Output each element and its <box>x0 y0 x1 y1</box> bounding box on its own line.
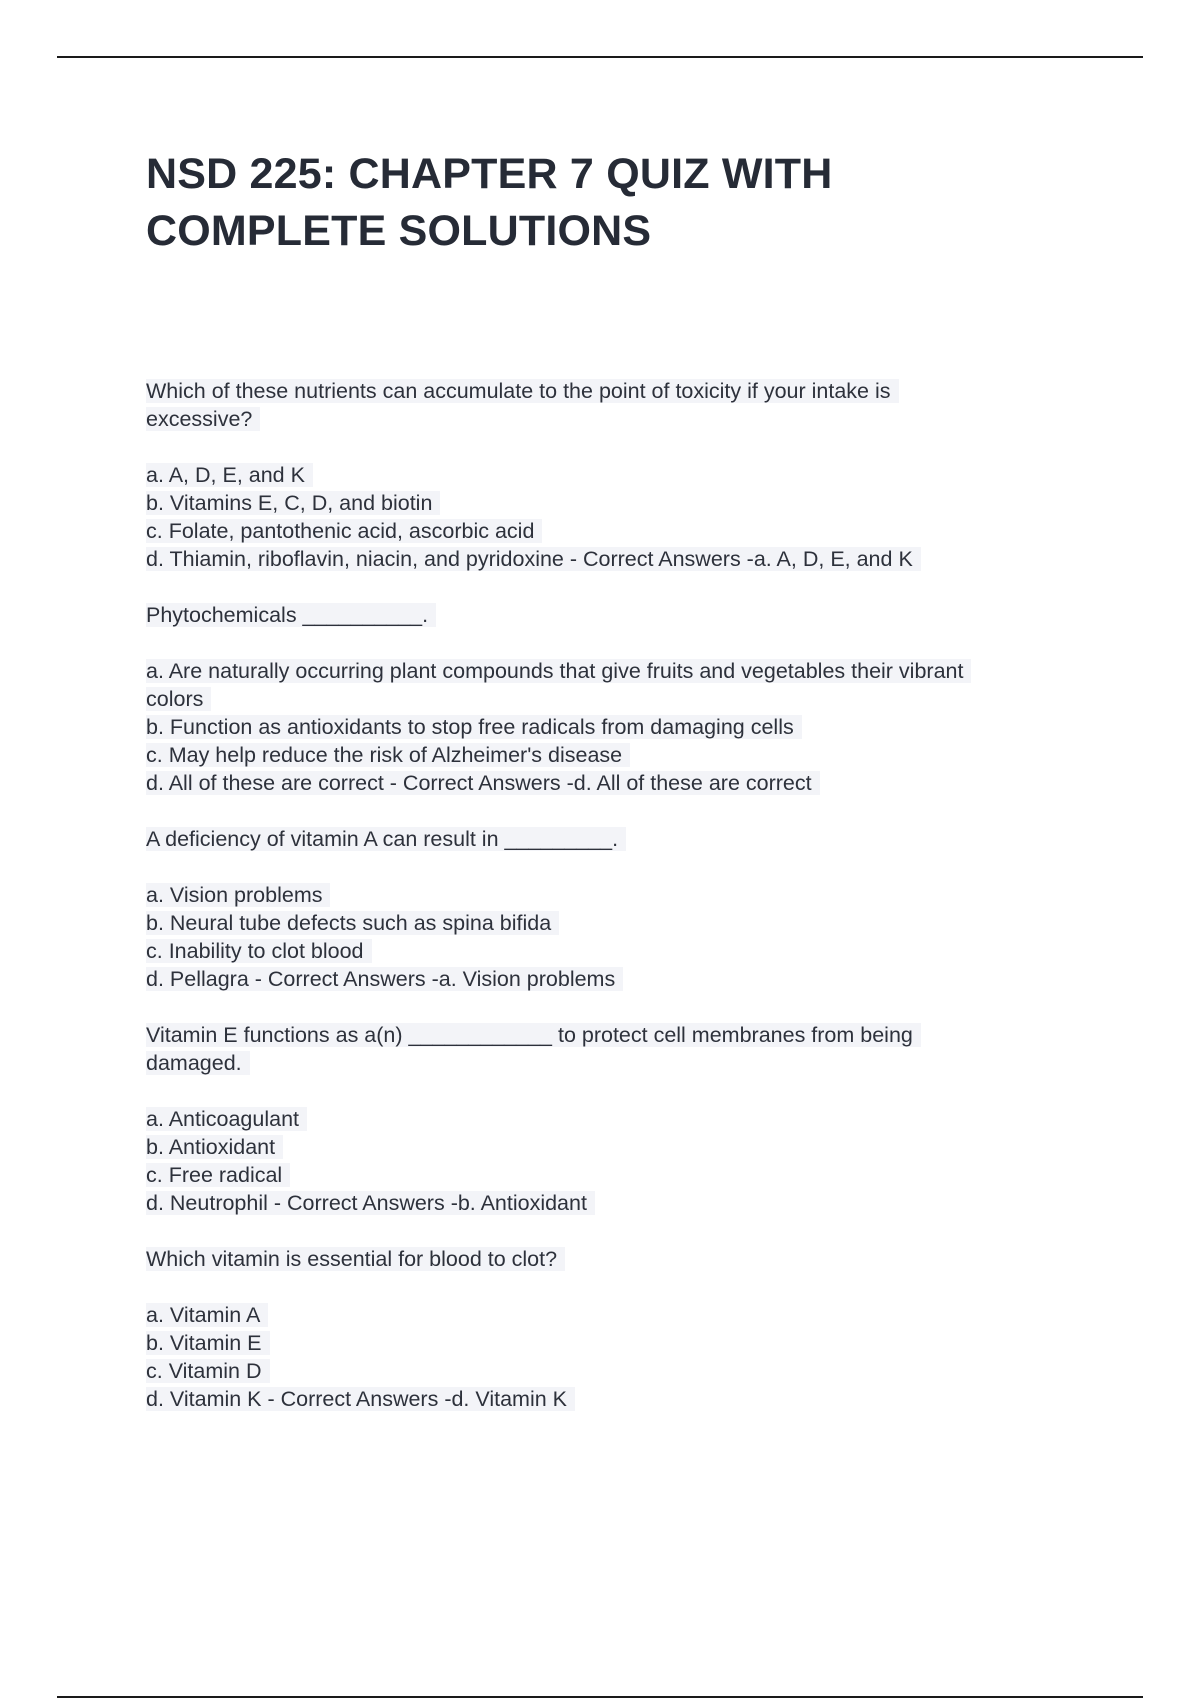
answer-options <box>146 657 1096 797</box>
title-line-1: NSD 225: CHAPTER 7 QUIZ WITH <box>146 150 833 198</box>
question-line: A deficiency of vitamin A can result in _________. <box>146 827 626 851</box>
title-line-2: COMPLETE SOLUTIONS <box>146 207 652 255</box>
answer-option: c. Vitamin D <box>146 1359 270 1383</box>
question-line: Which vitamin is essential for blood to clot? <box>146 1247 565 1271</box>
answer-option-continuation: colors <box>146 687 211 711</box>
answer-option: c. Inability to clot blood <box>146 939 372 963</box>
answer-option: b. Vitamin E <box>146 1331 270 1355</box>
answer-option: b. Neural tube defects such as spina bifida <box>146 911 559 935</box>
answer-option: c. May help reduce the risk of Alzheimer's disease <box>146 743 630 767</box>
answer-option: a. Vision problems <box>146 883 330 907</box>
footer-rule <box>57 1696 1143 1698</box>
answer-option-with-correct-answer: d. Pellagra - Correct Answers -a. Vision problems <box>146 967 623 991</box>
answer-option-with-correct-answer: d. All of these are correct - Correct Answers -d. All of these are correct <box>146 771 820 795</box>
question-line: Which of these nutrients can accumulate to the point of toxicity if your intake is <box>146 379 899 403</box>
answer-option-with-correct-answer: d. Neutrophil - Correct Answers -b. Antioxidant <box>146 1191 595 1215</box>
answer-option: c. Folate, pantothenic acid, ascorbic acid <box>146 519 542 543</box>
question-text <box>146 825 1096 853</box>
answer-option: b. Antioxidant <box>146 1135 283 1159</box>
answer-option-with-correct-answer: d. Vitamin K - Correct Answers -d. Vitamin K <box>146 1387 575 1411</box>
question-block-1 <box>146 377 1096 573</box>
answer-option: a. Are naturally occurring plant compounds that give fruits and vegetables their vibrant <box>146 659 971 683</box>
header-rule <box>57 56 1143 58</box>
question-line: Vitamin E functions as a(n) ____________ to protect cell membranes from being <box>146 1023 921 1047</box>
answer-option: a. A, D, E, and K <box>146 463 313 487</box>
question-line: damaged. <box>146 1051 250 1075</box>
question-line: Phytochemicals __________. <box>146 603 436 627</box>
answer-options <box>146 881 1096 993</box>
answer-options <box>146 461 1096 573</box>
question-text <box>146 377 1096 433</box>
answer-option: a. Anticoagulant <box>146 1107 307 1131</box>
document-title <box>146 146 1096 260</box>
answer-options <box>146 1105 1096 1217</box>
answer-option: a. Vitamin A <box>146 1303 268 1327</box>
question-block-2 <box>146 601 1096 797</box>
answer-option: b. Function as antioxidants to stop free radicals from damaging cells <box>146 715 802 739</box>
answer-option: c. Free radical <box>146 1163 290 1187</box>
question-text <box>146 601 1096 629</box>
question-block-3 <box>146 825 1096 993</box>
answer-options <box>146 1301 1096 1413</box>
question-text <box>146 1021 1096 1077</box>
question-block-4 <box>146 1021 1096 1217</box>
answer-option-with-correct-answer: d. Thiamin, riboflavin, niacin, and pyridoxine - Correct Answers -a. A, D, E, and K <box>146 547 921 571</box>
question-block-5 <box>146 1245 1096 1413</box>
question-list <box>146 377 1096 1413</box>
answer-option: b. Vitamins E, C, D, and biotin <box>146 491 440 515</box>
page-content <box>146 146 1096 1441</box>
question-text <box>146 1245 1096 1273</box>
question-line: excessive? <box>146 407 260 431</box>
